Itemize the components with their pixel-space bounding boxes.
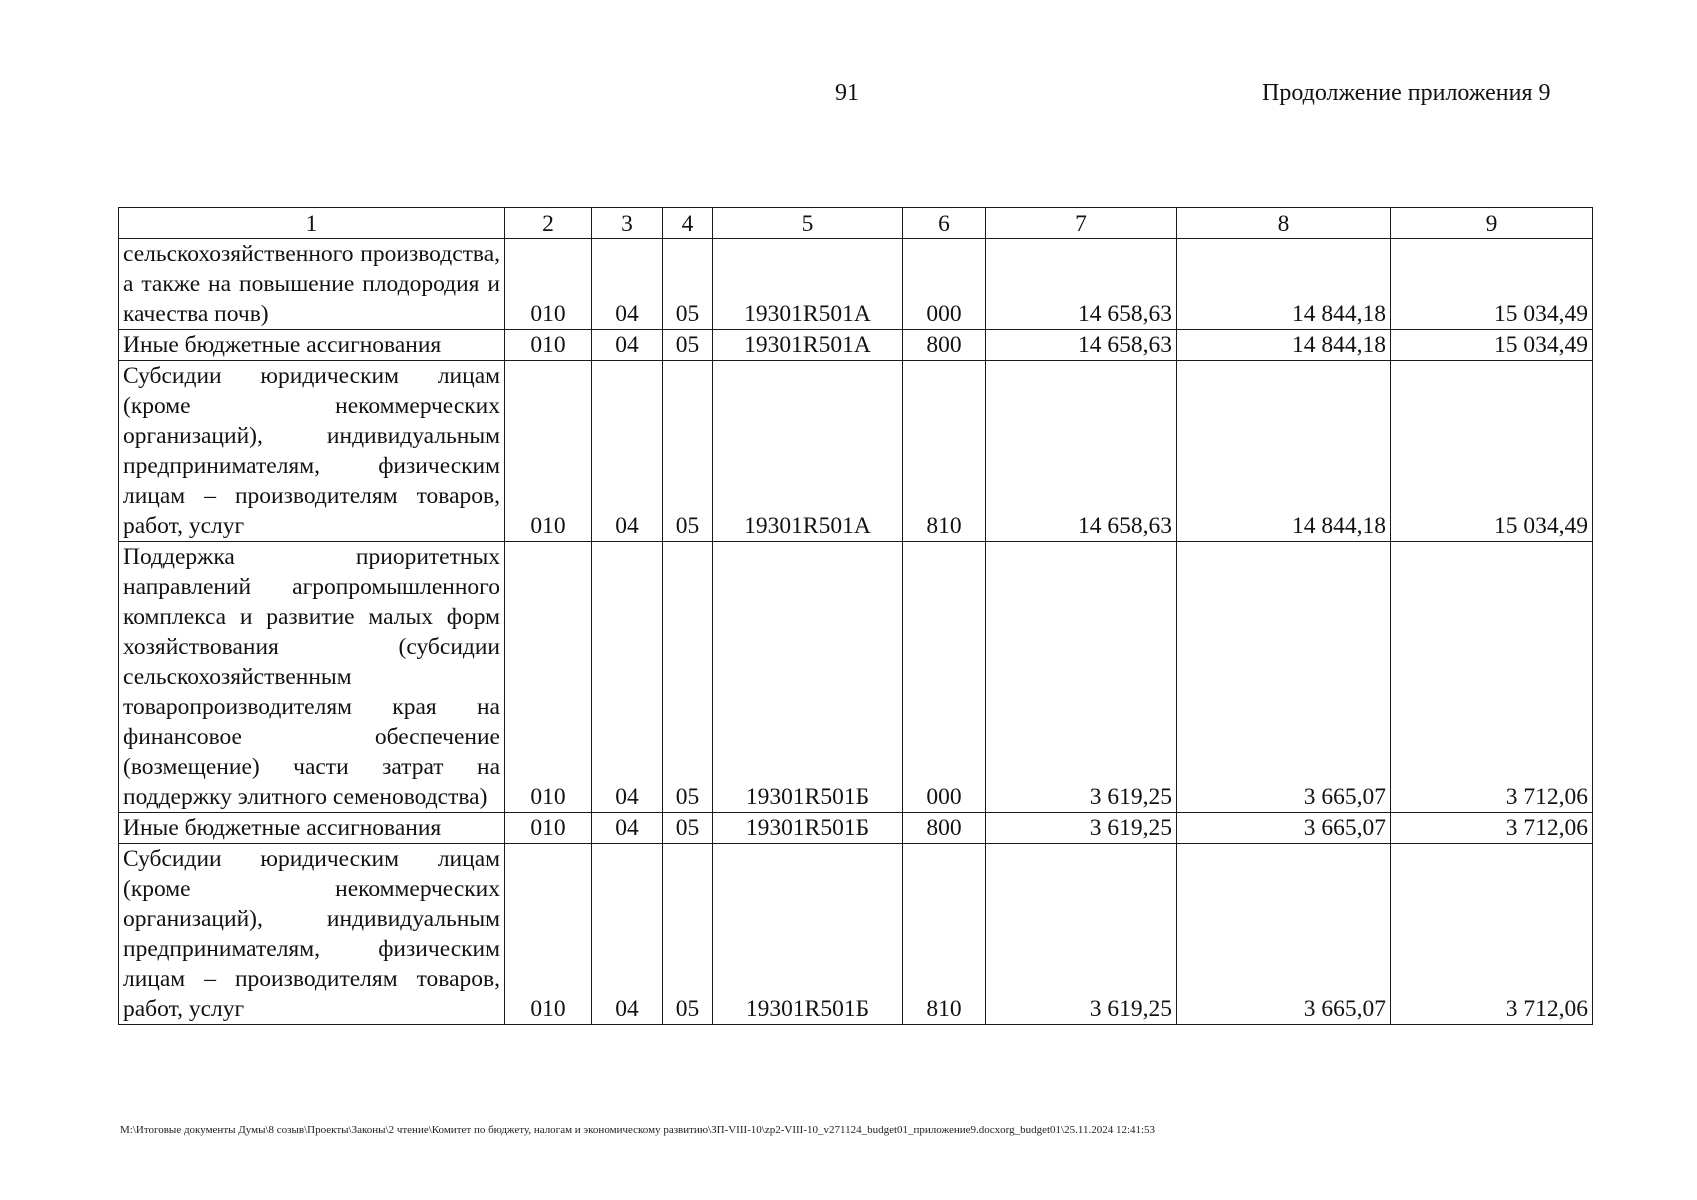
column-header-6: 6: [903, 208, 986, 239]
row-amount-7: 3 619,25: [986, 844, 1177, 1025]
table-row: [119, 813, 1593, 844]
row-chapter-code: 05: [663, 239, 713, 330]
row-name: Иные бюджетные ассигнования: [119, 813, 505, 844]
row-amount-9: 3 712,06: [1391, 844, 1593, 1025]
row-chapter-code: 05: [663, 330, 713, 361]
row-chapter-code: 05: [663, 844, 713, 1025]
row-name: Субсидии юридическим лицам (кроме некоммерческих организаций), индивидуальным предпринимателям, физическим лицам – производителям товаров, работ, услуг: [119, 361, 505, 542]
row-target-code: 19301R501А: [713, 239, 903, 330]
table-header-row: [119, 208, 1593, 239]
row-expense-type: 810: [903, 844, 986, 1025]
column-header-7: 7: [986, 208, 1177, 239]
row-name: сельскохозяйственного производства, а также на повышение плодородия и качества почв): [119, 239, 505, 330]
row-amount-8: 14 844,18: [1177, 361, 1391, 542]
row-amount-8: 3 665,07: [1177, 542, 1391, 813]
row-target-code: 19301R501А: [713, 361, 903, 542]
row-amount-8: 14 844,18: [1177, 330, 1391, 361]
row-expense-type: 800: [903, 330, 986, 361]
row-chapter-code: 05: [663, 813, 713, 844]
table-row: [119, 330, 1593, 361]
row-amount-9: 15 034,49: [1391, 239, 1593, 330]
row-expense-type: 810: [903, 361, 986, 542]
row-subsection-code: 04: [592, 239, 663, 330]
continuation-title: Продолжение приложения 9: [1262, 80, 1551, 106]
row-amount-7: 3 619,25: [986, 813, 1177, 844]
row-amount-7: 14 658,63: [986, 361, 1177, 542]
column-header-3: 3: [592, 208, 663, 239]
column-header-2: 2: [505, 208, 592, 239]
row-expense-type: 000: [903, 239, 986, 330]
column-header-4: 4: [663, 208, 713, 239]
row-amount-8: 3 665,07: [1177, 844, 1391, 1025]
row-amount-9: 15 034,49: [1391, 361, 1593, 542]
table-row: [119, 844, 1593, 1025]
table-row: [119, 542, 1593, 813]
row-expense-type: 800: [903, 813, 986, 844]
column-header-9: 9: [1391, 208, 1593, 239]
row-section-code: 010: [505, 813, 592, 844]
row-chapter-code: 05: [663, 542, 713, 813]
row-subsection-code: 04: [592, 813, 663, 844]
row-chapter-code: 05: [663, 361, 713, 542]
row-subsection-code: 04: [592, 330, 663, 361]
row-subsection-code: 04: [592, 542, 663, 813]
row-section-code: 010: [505, 330, 592, 361]
table-row: [119, 239, 1593, 330]
page-number: 91: [835, 80, 859, 106]
row-amount-8: 3 665,07: [1177, 813, 1391, 844]
row-target-code: 19301R501Б: [713, 813, 903, 844]
column-header-1: 1: [119, 208, 505, 239]
row-amount-9: 3 712,06: [1391, 542, 1593, 813]
row-amount-9: 3 712,06: [1391, 813, 1593, 844]
row-amount-9: 15 034,49: [1391, 330, 1593, 361]
row-amount-8: 14 844,18: [1177, 239, 1391, 330]
row-name: Субсидии юридическим лицам (кроме некоммерческих организаций), индивидуальным предпринимателям, физическим лицам – производителям товаров, работ, услуг: [119, 844, 505, 1025]
row-section-code: 010: [505, 239, 592, 330]
row-amount-7: 3 619,25: [986, 542, 1177, 813]
row-name: Поддержка приоритетных направлений агропромышленного комплекса и развитие малых форм хозяйствования (субсидии сельскохозяйственным товаропроизводителям края на финансовое обеспечение (возмещение) части затрат на поддержку элитного семеноводства): [119, 542, 505, 813]
row-target-code: 19301R501А: [713, 330, 903, 361]
row-name: Иные бюджетные ассигнования: [119, 330, 505, 361]
row-subsection-code: 04: [592, 844, 663, 1025]
row-amount-7: 14 658,63: [986, 239, 1177, 330]
row-section-code: 010: [505, 361, 592, 542]
budget-table: [118, 207, 1593, 1025]
table-row: [119, 361, 1593, 542]
footer-file-path: M:\Итоговые документы Думы\8 созыв\Проекты\Законы\2 чтение\Комитет по бюджету, налогам и экономическому развитию\ЗП-VIII-10\zp2-VIII-10_v271124_budget01_приложение9.docxorg_budget01\25.11.2024 12:41:53: [120, 1124, 1156, 1136]
row-target-code: 19301R501Б: [713, 542, 903, 813]
row-section-code: 010: [505, 542, 592, 813]
row-section-code: 010: [505, 844, 592, 1025]
row-amount-7: 14 658,63: [986, 330, 1177, 361]
column-header-8: 8: [1177, 208, 1391, 239]
column-header-5: 5: [713, 208, 903, 239]
row-subsection-code: 04: [592, 361, 663, 542]
row-expense-type: 000: [903, 542, 986, 813]
row-target-code: 19301R501Б: [713, 844, 903, 1025]
